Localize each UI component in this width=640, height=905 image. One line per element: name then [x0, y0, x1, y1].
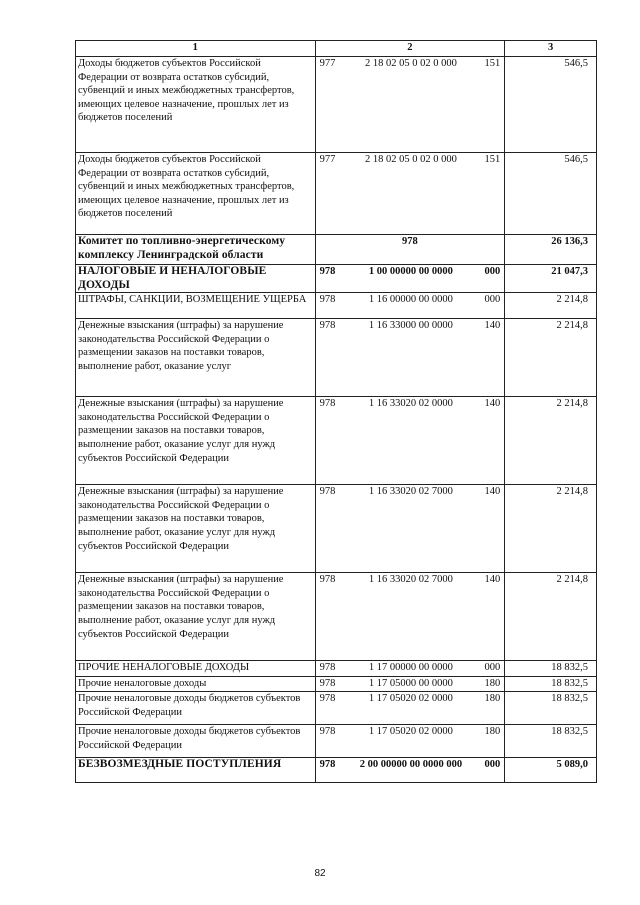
group-code: 151	[484, 58, 501, 69]
row-amount: 2 214,8	[505, 293, 597, 319]
admin-code: 978	[319, 726, 336, 738]
row-description: Комитет по топливно-энергетическому комплексу Ленинградской области	[76, 235, 316, 265]
row-amount: 2 214,8	[505, 485, 597, 573]
admin-code: 978	[319, 398, 336, 410]
row-amount: 2 214,8	[505, 319, 597, 397]
group-code: 000	[484, 266, 501, 277]
admin-code: 978	[319, 294, 336, 306]
row-code-cell	[315, 319, 505, 397]
group-code: 140	[484, 486, 501, 498]
row-description: БЕЗВОЗМЕЗДНЫЕ ПОСТУПЛЕНИЯ	[76, 758, 316, 783]
row-amount: 18 832,5	[505, 725, 597, 758]
row-amount: 18 832,5	[505, 661, 597, 677]
budget-classification-code: 1 17 05000 00 0000	[368, 678, 453, 690]
budget-classification-code: 1 16 33020 02 0000	[368, 398, 453, 410]
row-description: Прочие неналоговые доходы бюджетов субъектов Российской Федерации	[76, 692, 316, 725]
row-amount: 18 832,5	[505, 692, 597, 725]
row-code-cell	[315, 725, 505, 758]
table-body	[76, 57, 597, 783]
budget-classification-code: 1 17 05020 02 0000	[368, 693, 453, 705]
group-code: 000	[484, 294, 501, 306]
row-description: Денежные взыскания (штрафы) за нарушение законодательства Российской Федерации о размещении заказов на поставки товаров, выполнение работ, оказание услуг для нужд субъектов Российской Федерации	[76, 397, 316, 485]
table-row	[76, 293, 597, 319]
table-header-row	[76, 41, 597, 57]
row-description: ПРОЧИЕ НЕНАЛОГОВЫЕ ДОХОДЫ	[76, 661, 316, 677]
row-code-cell	[315, 573, 505, 661]
group-code: 180	[484, 693, 501, 705]
group-code: 180	[484, 678, 501, 690]
admin-code: 978	[319, 759, 336, 771]
row-code	[318, 293, 503, 307]
row-code-cell	[315, 265, 505, 293]
admin-code: 978	[319, 693, 336, 705]
row-amount: 21 047,3	[505, 265, 597, 293]
admin-code: 978	[319, 320, 336, 332]
group-code: 140	[484, 574, 501, 586]
row-code	[318, 485, 503, 499]
admin-code: 978	[319, 266, 336, 277]
row-amount: 546,5	[505, 57, 597, 153]
row-description: Прочие неналоговые доходы бюджетов субъектов Российской Федерации	[76, 725, 316, 758]
admin-code: 977	[319, 58, 336, 69]
row-code-cell	[315, 692, 505, 725]
column-header-1: 1	[76, 41, 316, 57]
row-amount: 2 214,8	[505, 573, 597, 661]
table-row	[76, 758, 597, 783]
row-code	[318, 758, 503, 772]
row-code	[318, 573, 503, 587]
budget-classification-code: 2 18 02 05 0 02 0 000	[364, 58, 457, 69]
table-row	[76, 692, 597, 725]
budget-classification-code: 1 17 00000 00 0000	[368, 662, 453, 674]
table-row	[76, 677, 597, 692]
admin-code: 978	[319, 486, 336, 498]
admin-code: 977	[319, 154, 336, 165]
row-code	[318, 235, 503, 249]
row-code-cell	[315, 153, 505, 235]
row-code-cell	[315, 293, 505, 319]
row-description: Денежные взыскания (штрафы) за нарушение законодательства Российской Федерации о размещении заказов на поставки товаров, выполнение работ, оказание услуг для нужд субъектов Российской Федерации	[76, 485, 316, 573]
row-code-cell	[315, 397, 505, 485]
row-code-cell	[315, 235, 505, 265]
row-code	[318, 153, 503, 167]
row-code	[318, 397, 503, 411]
budget-classification-code: 2 18 02 05 0 02 0 000	[364, 154, 457, 165]
budget-classification-code: 1 00 00000 00 0000	[368, 266, 453, 277]
budget-classification-code: 1 16 33020 02 7000	[368, 574, 453, 586]
table-row	[76, 725, 597, 758]
row-amount: 5 089,0	[505, 758, 597, 783]
budget-classification-code: 2 00 00000 00 0000 000	[359, 759, 463, 771]
budget-classification-code: 1 17 05020 02 0000	[368, 726, 453, 738]
row-description: ШТРАФЫ, САНКЦИИ, ВОЗМЕЩЕНИЕ УЩЕРБА	[76, 293, 316, 319]
row-description: Денежные взыскания (штрафы) за нарушение законодательства Российской Федерации о размещении заказов на поставки товаров, выполнение работ, оказание услуг для нужд субъектов Российской Федерации	[76, 573, 316, 661]
row-description: Денежные взыскания (штрафы) за нарушение законодательства Российской Федерации о размещении заказов на поставки товаров, выполнение работ, оказание услуг	[76, 319, 316, 397]
row-amount: 546,5	[505, 153, 597, 235]
table-row	[76, 153, 597, 235]
group-code: 140	[484, 398, 501, 410]
row-code	[318, 725, 503, 739]
row-description: Доходы бюджетов субъектов Российской Федерации от возврата остатков субсидий, субвенций и иных межбюджетных трансфертов, имеющих целевое назначение, прошлых лет из бюджетов поселений	[76, 57, 316, 153]
group-code: 180	[484, 726, 501, 738]
admin-code: 978	[319, 662, 336, 674]
row-code-cell	[315, 485, 505, 573]
budget-classification-code: 1 16 33000 00 0000	[368, 320, 453, 332]
row-code-cell	[315, 661, 505, 677]
group-code: 000	[484, 759, 501, 771]
group-code: 140	[484, 320, 501, 332]
column-header-3: 3	[505, 41, 597, 57]
row-amount: 18 832,5	[505, 677, 597, 692]
admin-code: 978	[319, 678, 336, 690]
revenue-table	[75, 40, 597, 783]
row-code	[318, 692, 503, 706]
page-number: 82	[314, 868, 326, 879]
row-description: Доходы бюджетов субъектов Российской Федерации от возврата остатков субсидий, субвенций и иных межбюджетных трансфертов, имеющих целевое назначение, прошлых лет из бюджетов поселений	[76, 153, 316, 235]
table-row	[76, 397, 597, 485]
table-row	[76, 485, 597, 573]
table-row	[76, 57, 597, 153]
row-code-cell	[315, 758, 505, 783]
table-row	[76, 265, 597, 293]
row-code-cell	[315, 677, 505, 692]
row-code	[318, 661, 503, 675]
row-code	[318, 57, 503, 71]
row-code	[318, 319, 503, 333]
row-code	[318, 265, 503, 279]
budget-classification-code: 1 16 00000 00 0000	[368, 294, 453, 306]
row-description: Прочие неналоговые доходы	[76, 677, 316, 692]
row-amount: 2 214,8	[505, 397, 597, 485]
table-row	[76, 573, 597, 661]
table-row	[76, 235, 597, 265]
budget-classification-code: 1 16 33020 02 7000	[368, 486, 453, 498]
group-code: 000	[484, 662, 501, 674]
column-header-2: 2	[315, 41, 505, 57]
row-code	[318, 677, 503, 691]
row-code-cell	[315, 57, 505, 153]
row-amount: 26 136,3	[505, 235, 597, 265]
admin-code: 978	[402, 236, 418, 247]
table-row	[76, 661, 597, 677]
admin-code: 978	[319, 574, 336, 586]
table-row	[76, 319, 597, 397]
group-code: 151	[484, 154, 501, 165]
row-description: НАЛОГОВЫЕ И НЕНАЛОГОВЫЕ ДОХОДЫ	[76, 265, 316, 293]
